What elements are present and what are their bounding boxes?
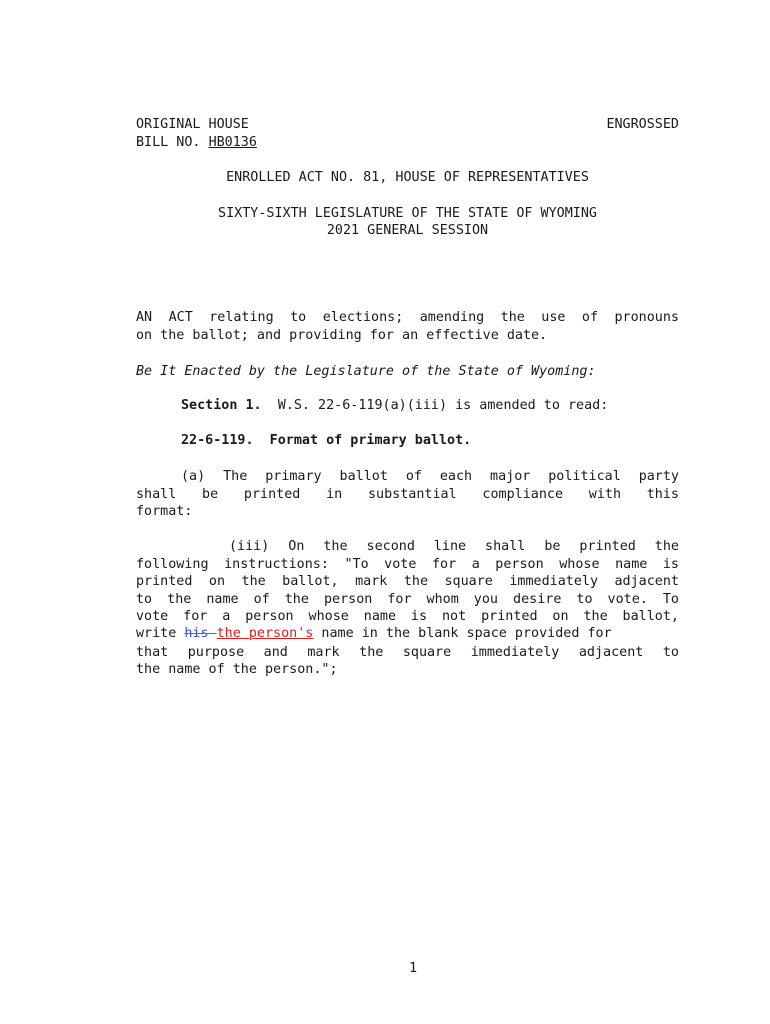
bill-prefix: BILL NO.: [136, 135, 209, 150]
enrolled-act-line: ENROLLED ACT NO. 81, HOUSE OF REPRESENTATIVES: [226, 170, 589, 185]
section-1-label: Section 1.: [181, 398, 262, 413]
act-title-line-2: on the ballot; and providing for an effective date.: [136, 328, 548, 343]
page-number: 1: [409, 961, 418, 976]
paragraph-iii-line-3: printed on the ballot, mark the square immediately adjacent: [136, 574, 679, 589]
act-title-line-1: AN ACT relating to elections; amending the use of pronouns: [136, 310, 679, 325]
deleted-text: his: [184, 626, 217, 641]
paragraph-iii-line-5: vote for a person whose name is not printed on the ballot,: [136, 609, 679, 624]
subsection-a-line-1: (a) The primary ballot of each major political party: [181, 469, 679, 484]
bill-number-line: [136, 135, 257, 150]
paragraph-iii-line-4: to the name of the person for whom you desire to vote. To: [136, 592, 679, 607]
subsection-a-line-2: shall be printed in substantial compliance with this: [136, 487, 679, 502]
paragraph-iii-line-8: the name of the person.";: [136, 662, 338, 677]
paragraph-iii-line-2: following instructions: "To vote for a person whose name is: [136, 557, 679, 572]
statute-heading: 22-6-119. Format of primary ballot.: [181, 433, 472, 448]
section-1-line: [181, 398, 608, 413]
header-engrossed: ENGROSSED: [606, 117, 679, 132]
subsection-a-line-3: format:: [136, 504, 193, 519]
paragraph-iii-line-7: that purpose and mark the square immediately adjacent to: [136, 645, 679, 660]
section-1-text: W.S. 22-6-119(a)(iii) is amended to read:: [261, 398, 609, 413]
paragraph-iii-line-6: [136, 626, 612, 641]
line-6-start: write: [136, 626, 185, 641]
bill-number: HB0136: [208, 135, 257, 150]
header-original-house: ORIGINAL HOUSE: [136, 117, 249, 132]
line-6-end: name in the blank space provided for: [313, 626, 612, 641]
session-line: 2021 GENERAL SESSION: [326, 223, 489, 238]
inserted-text: the person's: [216, 626, 314, 641]
enacting-clause: Be It Enacted by the Legislature of the State of Wyoming:: [136, 364, 596, 379]
paragraph-iii-line-1: (iii) On the second line shall be printed the: [229, 539, 679, 554]
legislature-line: SIXTY-SIXTH LEGISLATURE OF THE STATE OF WYOMING: [218, 206, 597, 221]
